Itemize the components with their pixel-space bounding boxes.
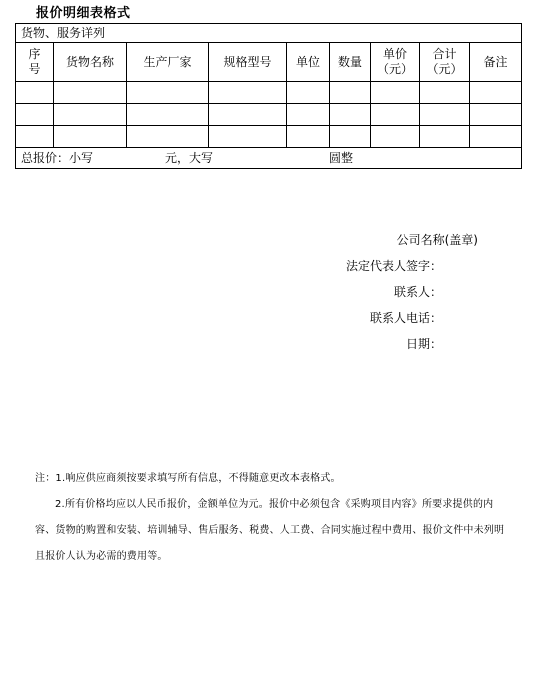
date-label: 日期： [405,337,442,351]
header-total: 合计 （元） [420,43,470,82]
table-cell[interactable] [127,126,209,148]
page-title: 报价明细表格式 [36,6,131,21]
table-cell[interactable] [16,104,54,126]
table-row [16,104,522,126]
total-price-row [16,148,522,169]
table-cell[interactable] [330,104,371,126]
header-unit: 单位 [287,43,330,82]
total-suffix: 圆整 [329,150,354,165]
table-row [16,126,522,148]
header-maker: 生产厂家 [127,43,209,82]
note-2: 2.所有价格均应以人民币报价，金额单位为元。报价中必须包含《采购项目内容》所要求提供的内容、货物的购置和安装、培训辅导、售后服务、税费、人工费、合同实施过程中费用、报价文件中未列明且报价人认为必需的费用等。 [35,499,505,562]
note-1: 注：1.响应供应商须按要求填写所有信息，不得随意更改本表格式。 [35,473,341,484]
table-row [16,82,522,104]
table-cell[interactable] [54,126,127,148]
table-cell[interactable] [127,82,209,104]
table-cell[interactable] [287,126,330,148]
table-cell[interactable] [420,104,470,126]
header-qty: 数量 [330,43,371,82]
table-cell[interactable] [330,82,371,104]
total-label-lowercase: 总报价：小写 [21,150,94,165]
table-cell[interactable] [470,104,522,126]
table-cell[interactable] [330,126,371,148]
legal-rep-label: 法定代表人签字： [345,259,442,273]
header-remark: 备注 [470,43,522,82]
table-header-row [16,43,522,82]
header-price: 单价 （元） [371,43,420,82]
header-name: 货物名称 [54,43,127,82]
table-cell[interactable] [54,104,127,126]
table-cell[interactable] [470,82,522,104]
table-cell[interactable] [371,82,420,104]
notes-section [35,466,505,570]
table-cell[interactable] [209,104,287,126]
table-cell[interactable] [420,126,470,148]
table-cell[interactable] [16,126,54,148]
table-cell[interactable] [209,82,287,104]
table-cell[interactable] [16,82,54,104]
header-seq: 序 号 [16,43,54,82]
total-label-uppercase: 元，大写 [165,150,214,165]
contact-label: 联系人： [393,285,442,299]
table-cell[interactable] [470,126,522,148]
table-cell[interactable] [127,104,209,126]
table-cell[interactable] [420,82,470,104]
table-cell[interactable] [371,126,420,148]
quote-detail-table [15,23,522,169]
table-cell[interactable] [209,126,287,148]
table-cell[interactable] [287,104,330,126]
company-name-label: 公司名称(盖章) [396,233,478,247]
table-cell[interactable] [54,82,127,104]
table-cell[interactable] [287,82,330,104]
contact-phone-label: 联系人电话： [369,311,442,325]
header-model: 规格型号 [209,43,287,82]
section-label: 货物、服务详列 [16,24,522,43]
table-cell[interactable] [371,104,420,126]
